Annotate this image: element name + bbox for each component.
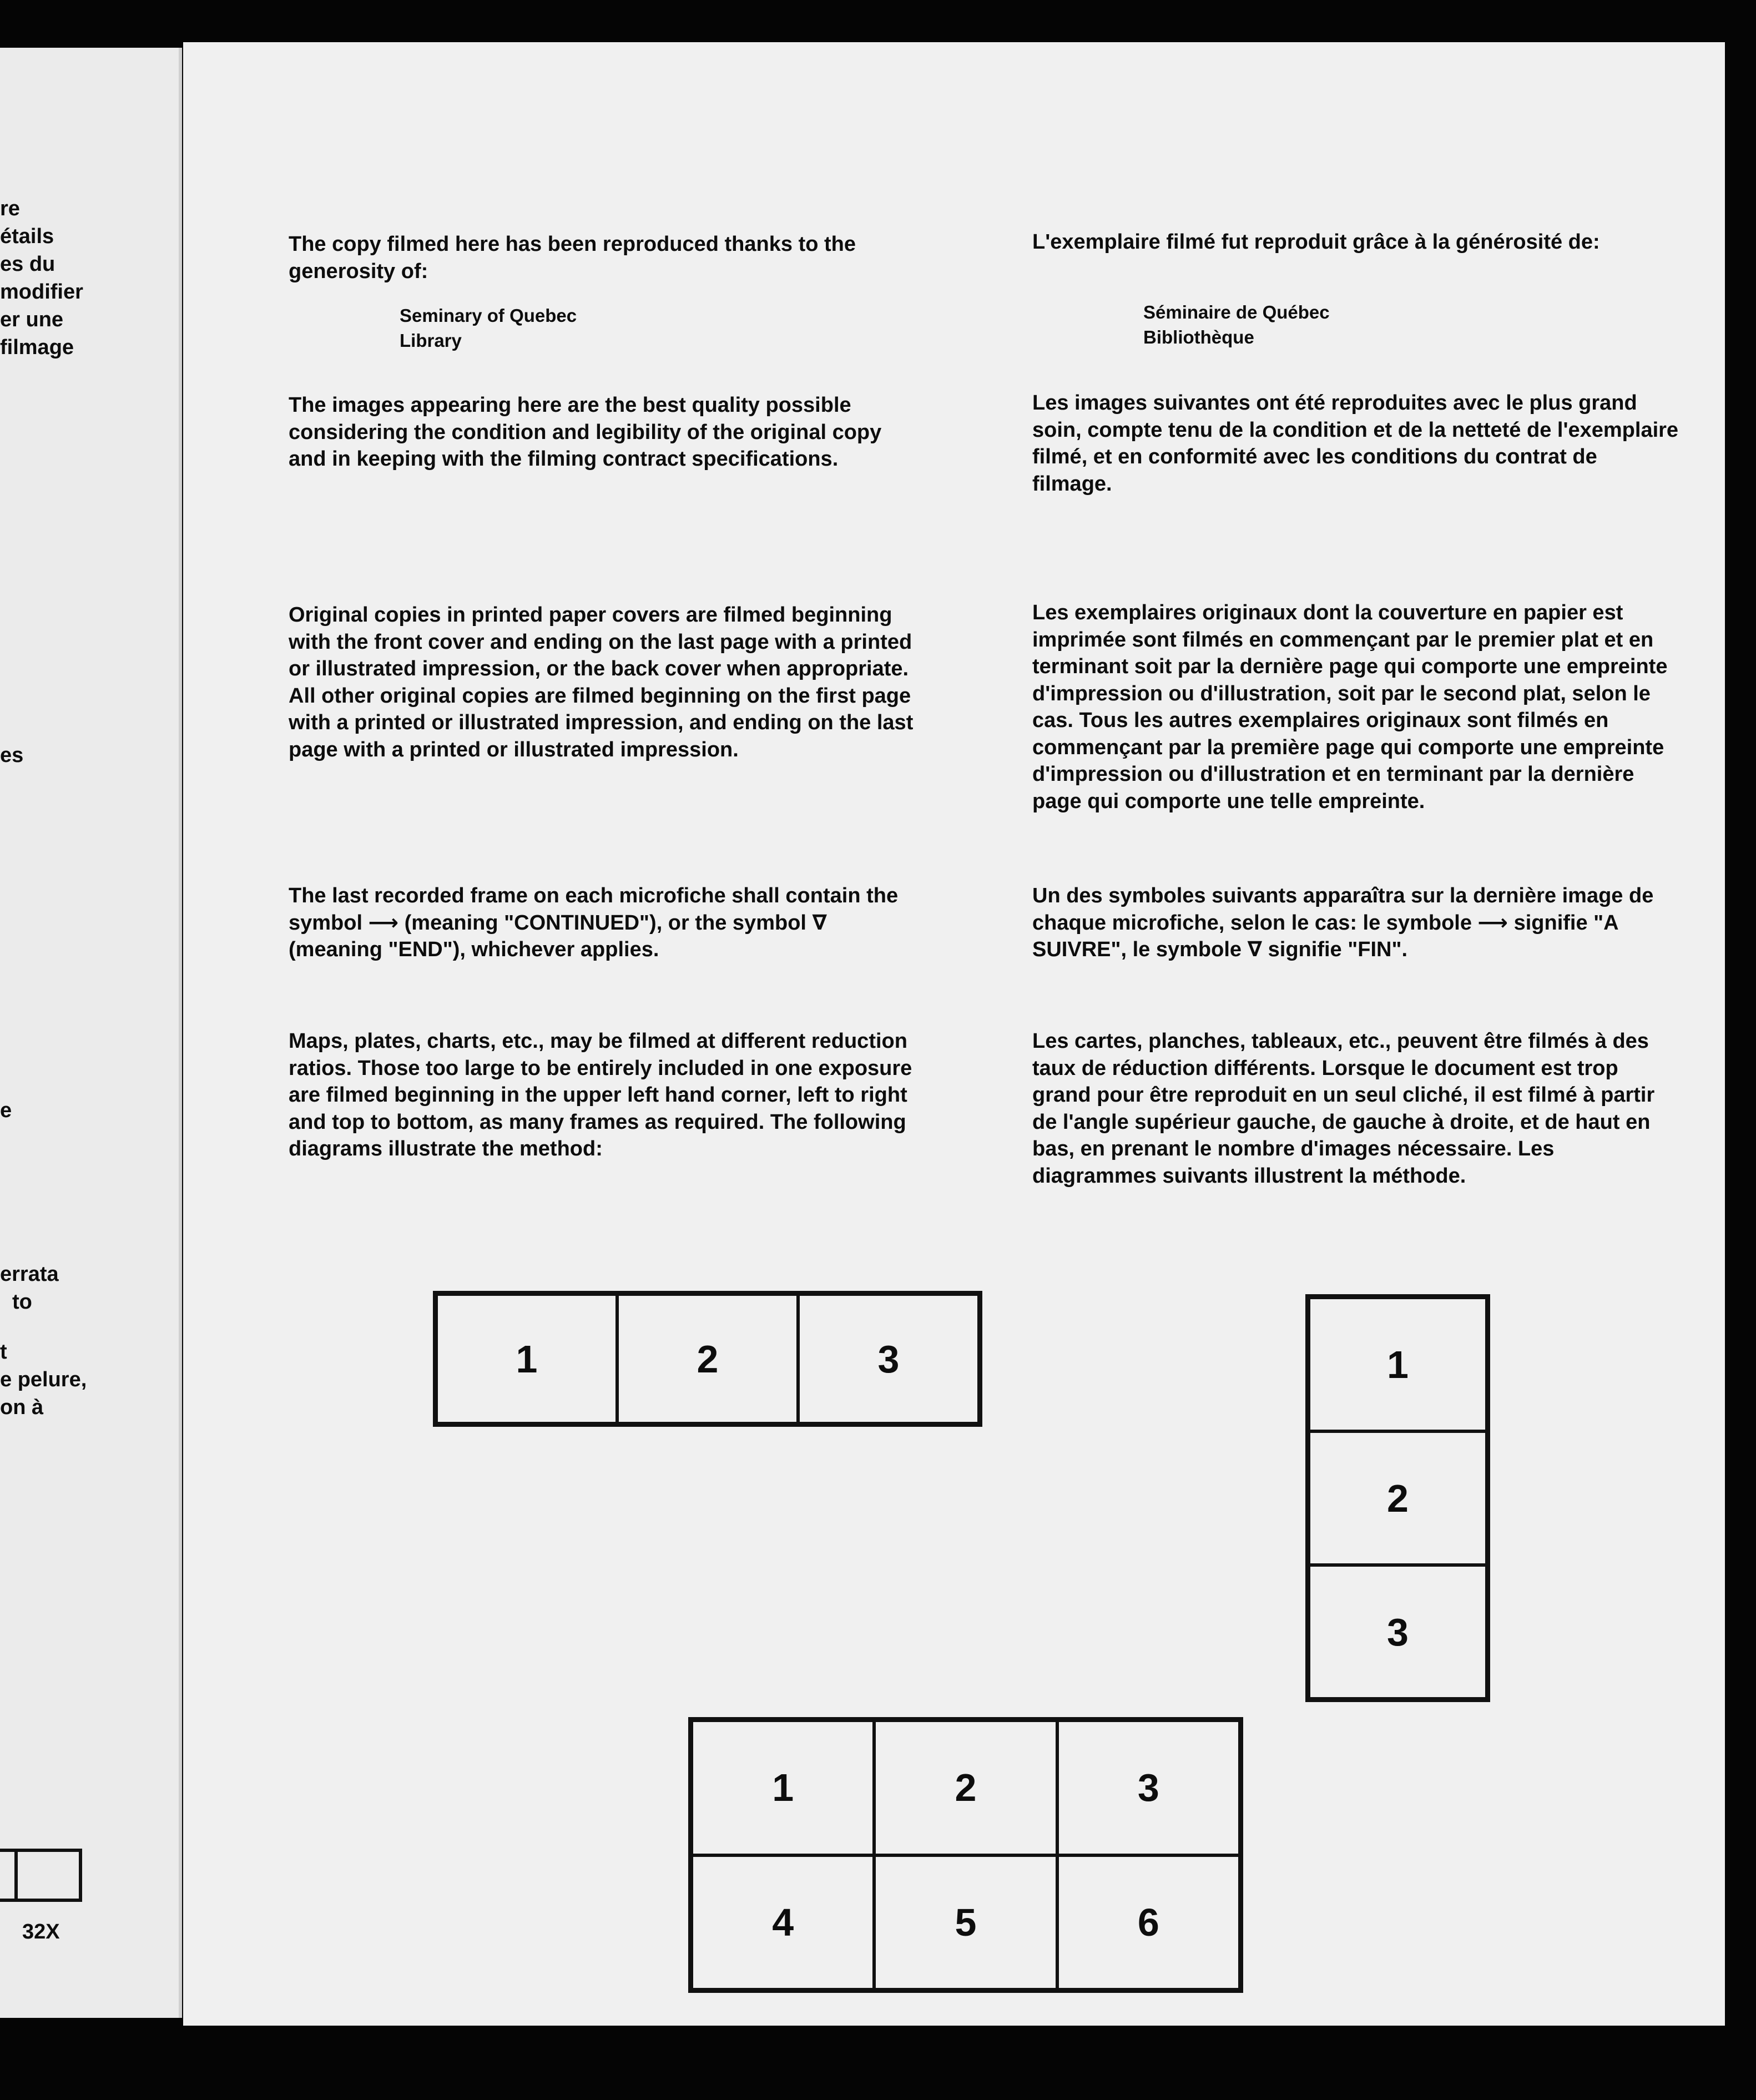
- grid-frames-diagram: [688, 1717, 1243, 1993]
- continued-arrow-icon: ⟶: [1477, 911, 1508, 935]
- frame-cell: 6: [1057, 1855, 1240, 1990]
- margin-fragment: re: [0, 197, 20, 220]
- vertical-frames-diagram: [1305, 1294, 1490, 1702]
- microfiche-notice-page: [183, 42, 1725, 2026]
- english-symbols-text-2: (meaning "CONTINUED"), or the symbol: [404, 911, 806, 935]
- french-institution-library: Bibliothèque: [1143, 327, 1254, 347]
- english-maps-note: Maps, plates, charts, etc., may be filmed at different reduction ratios. Those too large to be entirely included in one exposure are filmed beginning in the upper left hand corner, left to right and top to bottom, as many frames as required. The following diagrams illustrate the method:: [289, 1029, 912, 1160]
- margin-fragment: t: [0, 1340, 7, 1364]
- english-institution-library: Library: [400, 330, 462, 351]
- english-column: [289, 231, 916, 1285]
- english-symbols-text-3: (meaning "END"), whichever applies.: [289, 938, 659, 961]
- horizontal-frames-diagram: [433, 1291, 982, 1427]
- margin-fragment: es du: [0, 253, 55, 276]
- french-originals-note: Les exemplaires originaux dont la couverture en papier est imprimée sont filmés en commençant par le premier plat et en terminant soit par la dernière page qui comporte une empreinte d'impression ou d'illustration, soit par le second plat, selon le cas. Tous les autres exemplaires originaux sont filmés en commençant par la première page qui comporte une empreinte d'impression ou d'illustration et en terminant par la dernière page qui comporte une telle empreinte.: [1032, 601, 1668, 813]
- end-triangle-icon: ∇: [812, 911, 827, 935]
- scan-bottom-border: [0, 2026, 1756, 2100]
- english-intro: The copy filmed here has been reproduced thanks to the generosity of:: [289, 233, 856, 283]
- frame-cell: 5: [874, 1855, 1057, 1990]
- frame-cell: 1: [692, 1720, 874, 1855]
- french-intro: L'exemplaire filmé fut reproduit grâce à la générosité de:: [1032, 230, 1600, 254]
- frame-cell: 3: [798, 1294, 979, 1423]
- reduction-ratio-label: 32X: [22, 1920, 60, 1943]
- frame-cell: 3: [1057, 1720, 1240, 1855]
- frame-cell: 1: [436, 1294, 617, 1423]
- margin-fragment: e: [0, 1099, 12, 1122]
- margin-fragment: e pelure,: [0, 1368, 87, 1391]
- french-symbols-text-1: Un des symboles suivants apparaîtra sur la dernière image de chaque microfiche, selon le cas: le symbole: [1032, 884, 1654, 935]
- adjacent-page-strip: [0, 48, 182, 2018]
- margin-fragment: errata: [0, 1263, 59, 1286]
- margin-fragment: filmage: [0, 336, 74, 359]
- margin-fragment: on à: [0, 1396, 44, 1419]
- margin-fragment: to: [12, 1290, 32, 1314]
- french-symbols-note: [1032, 882, 1682, 963]
- french-maps-note: Les cartes, planches, tableaux, etc., peuvent être filmés à des taux de réduction différents. Lorsque le document est trop grand pour être reproduit en un seul cliché, il est filmé à partir de l'angle supérieur gauche, de gauche à droite, et de haut en bas, en prenant le nombre d'images nécessaire. Les diagrammes suivants illustrent la méthode.: [1032, 1029, 1655, 1188]
- frame-cell: 2: [1309, 1431, 1487, 1565]
- end-triangle-icon: ∇: [1247, 938, 1263, 961]
- french-column: [1032, 229, 1682, 1316]
- french-quality-note: Les images suivantes ont été reproduites avec le plus grand soin, compte tenu de la condition et de la netteté de l'exemplaire filmé, et en conformité avec les conditions du contrat de filmage.: [1032, 391, 1679, 496]
- english-symbols-note: [289, 882, 916, 963]
- frame-cell: 4: [692, 1855, 874, 1990]
- english-institution-name: Seminary of Quebec: [400, 305, 577, 326]
- frame-cell: 2: [617, 1294, 798, 1423]
- margin-fragment: es: [0, 744, 24, 767]
- margin-fragment: er une: [0, 308, 64, 331]
- english-originals-note: Original copies in printed paper covers are filmed beginning with the front cover and ending on the last page with a printed or illustrated impression, or the back cover when appropriate. All other original copies are filmed beginning on the first page with a printed or illustrated impression, and ending on the last page with a printed or illustrated impression.: [289, 603, 914, 761]
- english-symbols-text-1: The last recorded frame on each microfiche shall contain the symbol: [289, 884, 899, 935]
- french-symbols-text-2: signifie "A SUIVRE", le symbole: [1032, 911, 1618, 961]
- english-quality-note: The images appearing here are the best quality possible considering the condition and legibility of the original copy and in keeping with the filming contract specifications.: [289, 393, 882, 471]
- continued-arrow-icon: ⟶: [368, 911, 399, 935]
- frame-cell: 2: [874, 1720, 1057, 1855]
- reduction-scale-box: [0, 1849, 82, 1902]
- french-institution-name: Séminaire de Québec: [1143, 302, 1330, 322]
- french-symbols-text-3: signifie "FIN".: [1268, 938, 1408, 961]
- margin-fragment: étails: [0, 225, 54, 248]
- frame-cell: 1: [1309, 1298, 1487, 1431]
- frame-cell: 3: [1309, 1565, 1487, 1699]
- margin-fragment: modifier: [0, 280, 83, 304]
